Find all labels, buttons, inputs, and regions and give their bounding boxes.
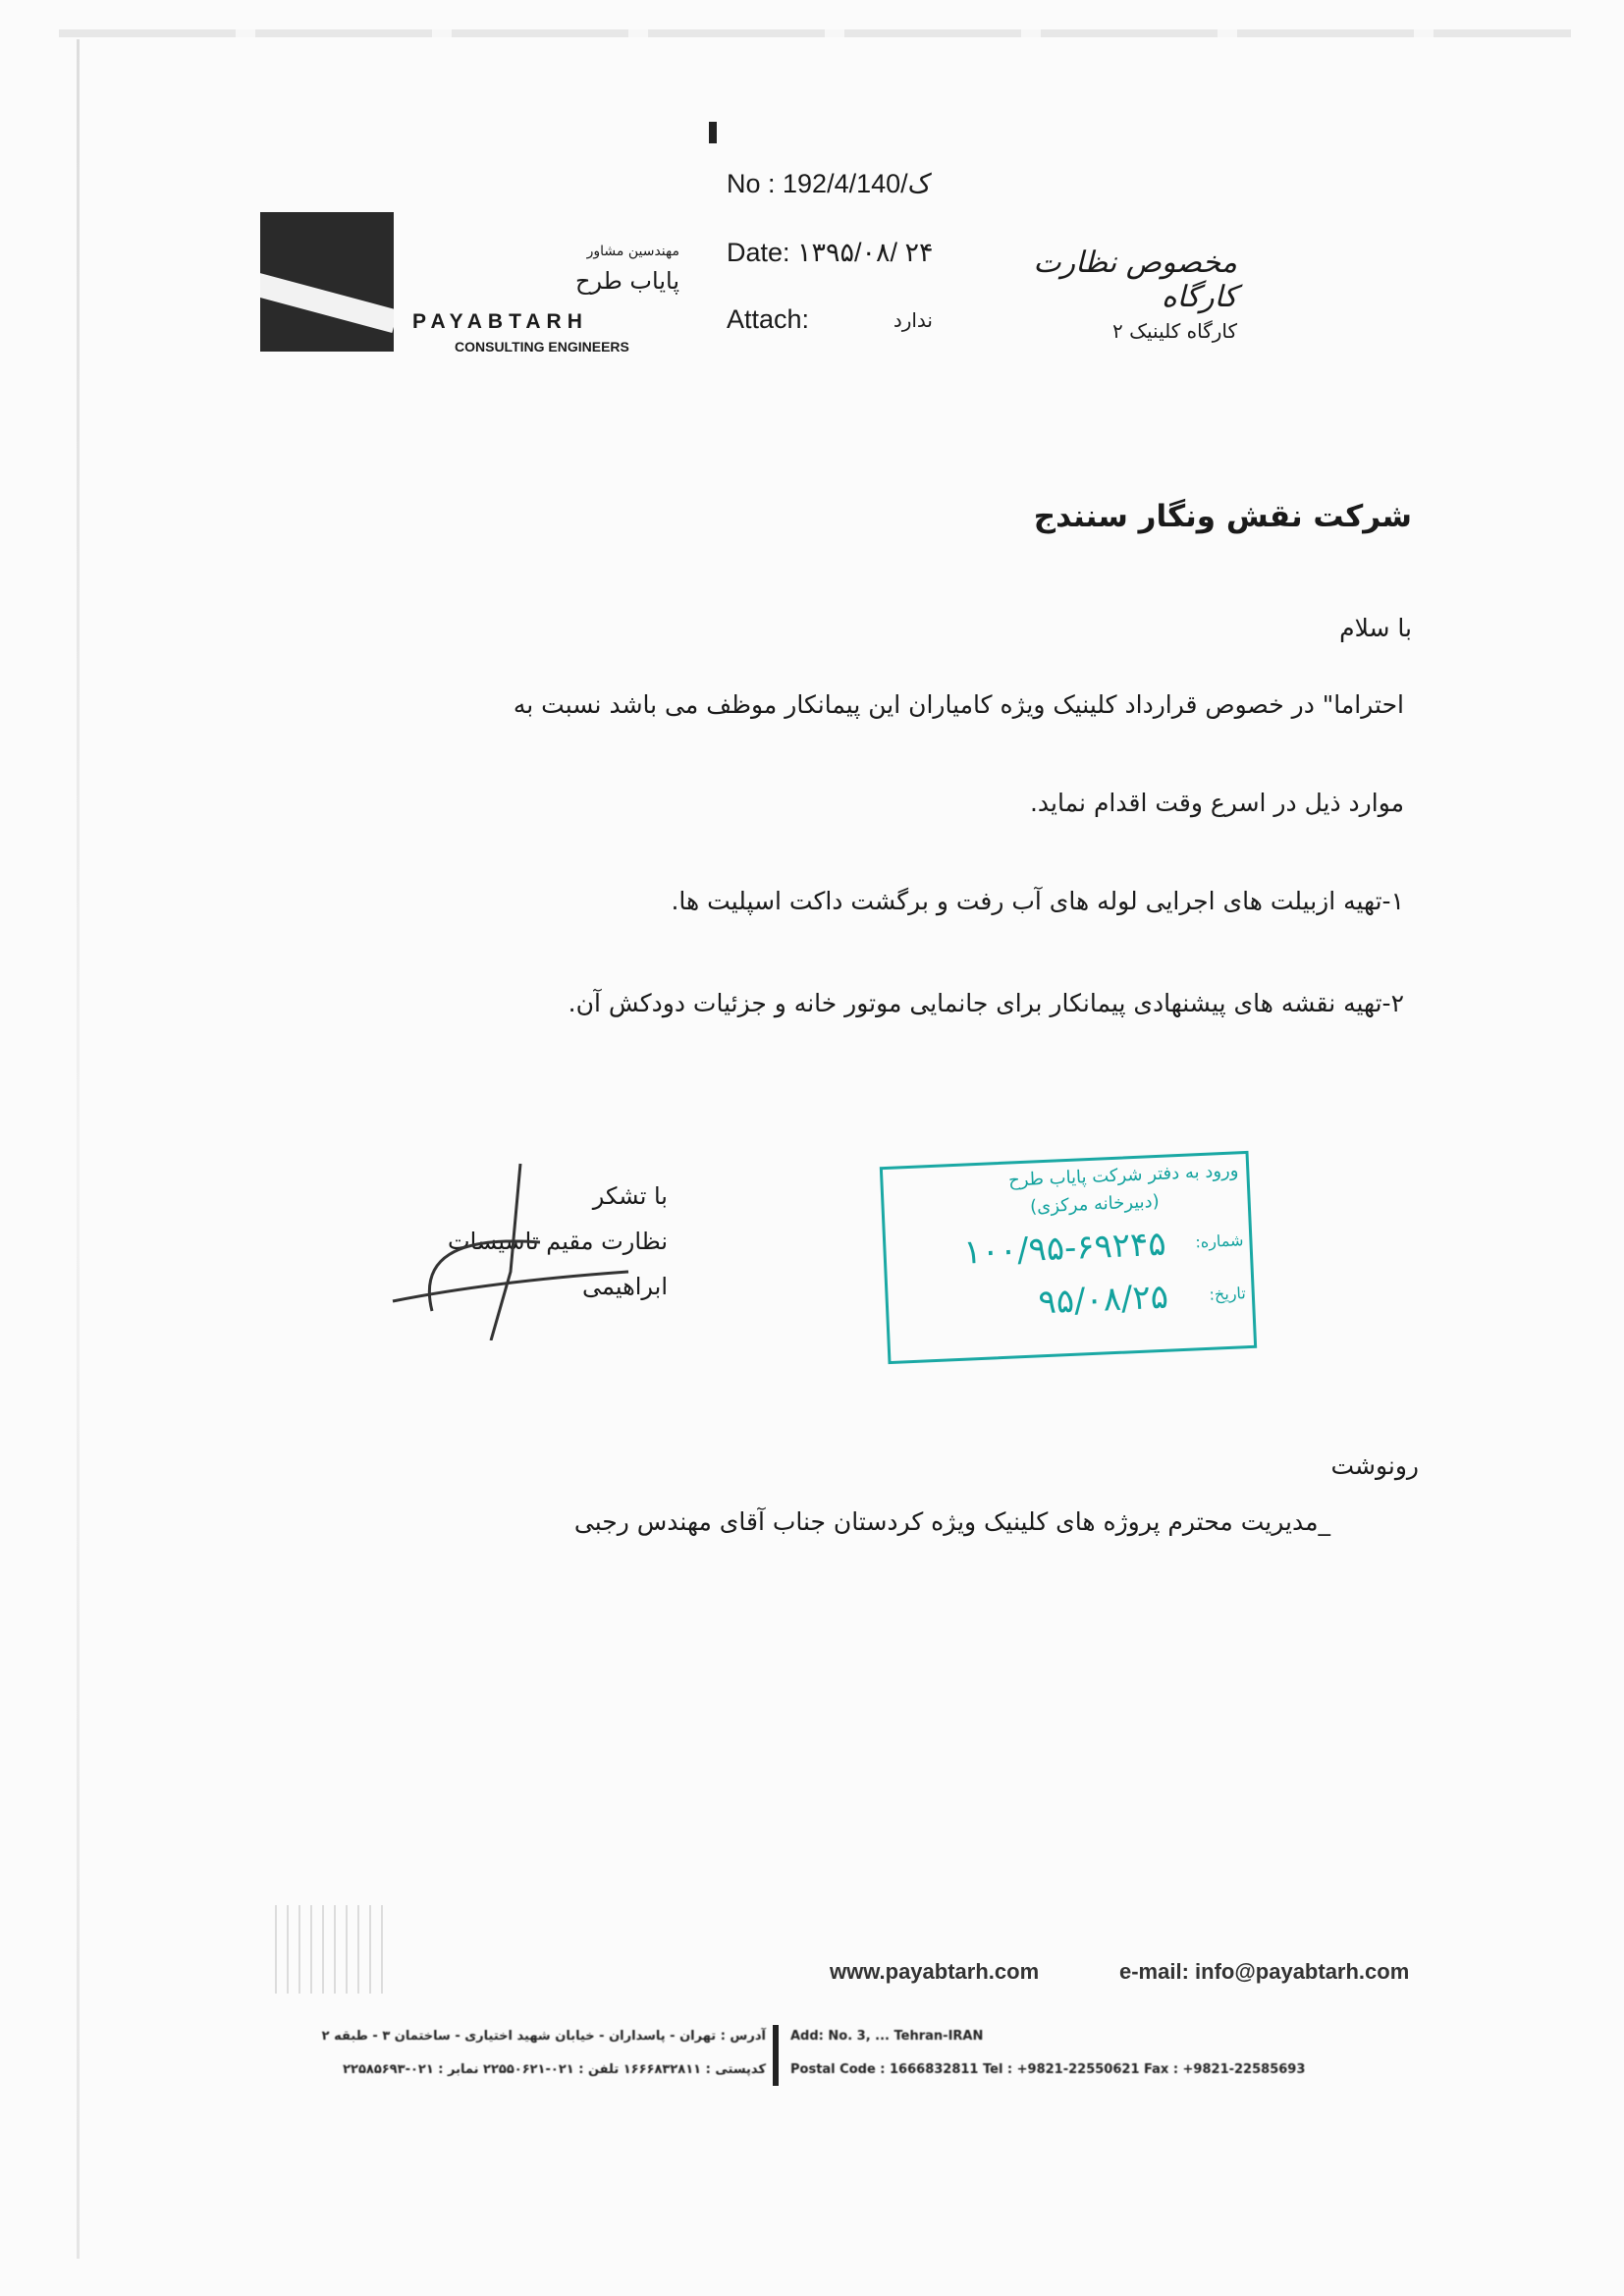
cc-label: رونوشت bbox=[1330, 1451, 1419, 1480]
footer-divider bbox=[773, 2025, 779, 2086]
closing: با تشکر bbox=[592, 1182, 668, 1210]
signature-scribble bbox=[373, 1154, 668, 1340]
logo-subtitle: مهندسین مشاور bbox=[586, 244, 679, 259]
letter-number: No : 192/4/ک/140 bbox=[727, 169, 932, 198]
scan-mark bbox=[709, 122, 717, 143]
footer-postal-en: Postal Code : 1666832811 Tel : +9821-22550621 Fax : +9821-22585693 bbox=[790, 2062, 1306, 2077]
stamp-number-label: شماره: bbox=[1194, 1230, 1244, 1252]
cc-line: _مدیریت محترم پروژه های کلینیک ویژه کردستان جناب آقای مهندس رجبی bbox=[573, 1507, 1330, 1536]
receipt-stamp bbox=[880, 1151, 1257, 1364]
recipient: شرکت نقش ونگار سنندج bbox=[1033, 499, 1412, 534]
letter-date: Date: ۱۳۹۵/۰۸/ ۲۴ bbox=[727, 238, 934, 267]
signer-title: نظارت مقیم تاسیسات bbox=[448, 1228, 668, 1255]
attach-label: Attach: bbox=[727, 304, 810, 334]
stamp-line-2: (دبیرخانه مرکزی) bbox=[1029, 1190, 1161, 1218]
list-item-1: ۱-تهیه ازبیلت های اجرایی لوله های آب رفت و برگشت داکت اسپلیت ها. bbox=[671, 887, 1404, 915]
handwritten-heading: مخصوص نظارت کارگاه bbox=[1033, 246, 1237, 314]
paragraph-line-2: موارد ذیل در اسرع وقت اقدام نماید. bbox=[1029, 789, 1404, 817]
logo-name-en: PAYABTARH bbox=[412, 310, 588, 333]
footer-address-fa: آدرس : تهران - پاسداران - خیابان شهید اختیاری - ساختمان ۳ - طبقه ۲ bbox=[321, 2029, 766, 2044]
logo-tagline: CONSULTING ENGINEERS bbox=[455, 339, 629, 355]
stamp-line-1: ورود به دفتر شرکت پایاب طرح bbox=[1007, 1160, 1239, 1191]
footer-address-en: Add: No. 3, ... Tehran-IRAN bbox=[790, 2029, 984, 2044]
stamp-date-label: تاریخ: bbox=[1209, 1284, 1247, 1304]
handwritten-subheading: کارگاه کلینیک ۲ bbox=[1112, 319, 1237, 343]
signer-name: ابراهیمی bbox=[581, 1273, 668, 1300]
scan-noise bbox=[265, 1905, 383, 1994]
attach-value: ندارد bbox=[893, 308, 933, 332]
stamp-date-value: ۹۵/۰۸/۲۵ bbox=[1037, 1277, 1169, 1323]
scan-edge-top bbox=[59, 29, 1571, 37]
company-logo bbox=[260, 212, 394, 352]
footer-phone-fa: کدپستی : ۱۶۶۶۸۳۲۸۱۱ تلفن : ۰۲۱-۲۲۵۵۰۶۲۱ نمابر : ۰۲۱-۲۲۵۸۵۶۹۳ bbox=[343, 2062, 766, 2077]
paragraph-line-1: احتراما" در خصوص قرارداد کلینیک ویژه کامیاران این پیمانکار موظف می باشد نسبت به bbox=[513, 690, 1404, 719]
footer-email: e-mail: info@payabtarh.com bbox=[1119, 1959, 1410, 1984]
logo-name-fa: پایاب طرح bbox=[574, 267, 679, 295]
footer-website: www.payabtarh.com bbox=[830, 1959, 1040, 1984]
stamp-number-value: ۱۰۰/۹۵-۶۹۲۴۵ bbox=[962, 1224, 1167, 1273]
list-item-2: ۲-تهیه نقشه های پیشنهادی پیمانکار برای جانمایی موتور خانه و جزئیات دودکش آن. bbox=[568, 989, 1404, 1017]
signature-block bbox=[373, 1174, 668, 1309]
scan-edge-left bbox=[77, 39, 80, 2259]
greeting: با سلام bbox=[1339, 614, 1412, 642]
